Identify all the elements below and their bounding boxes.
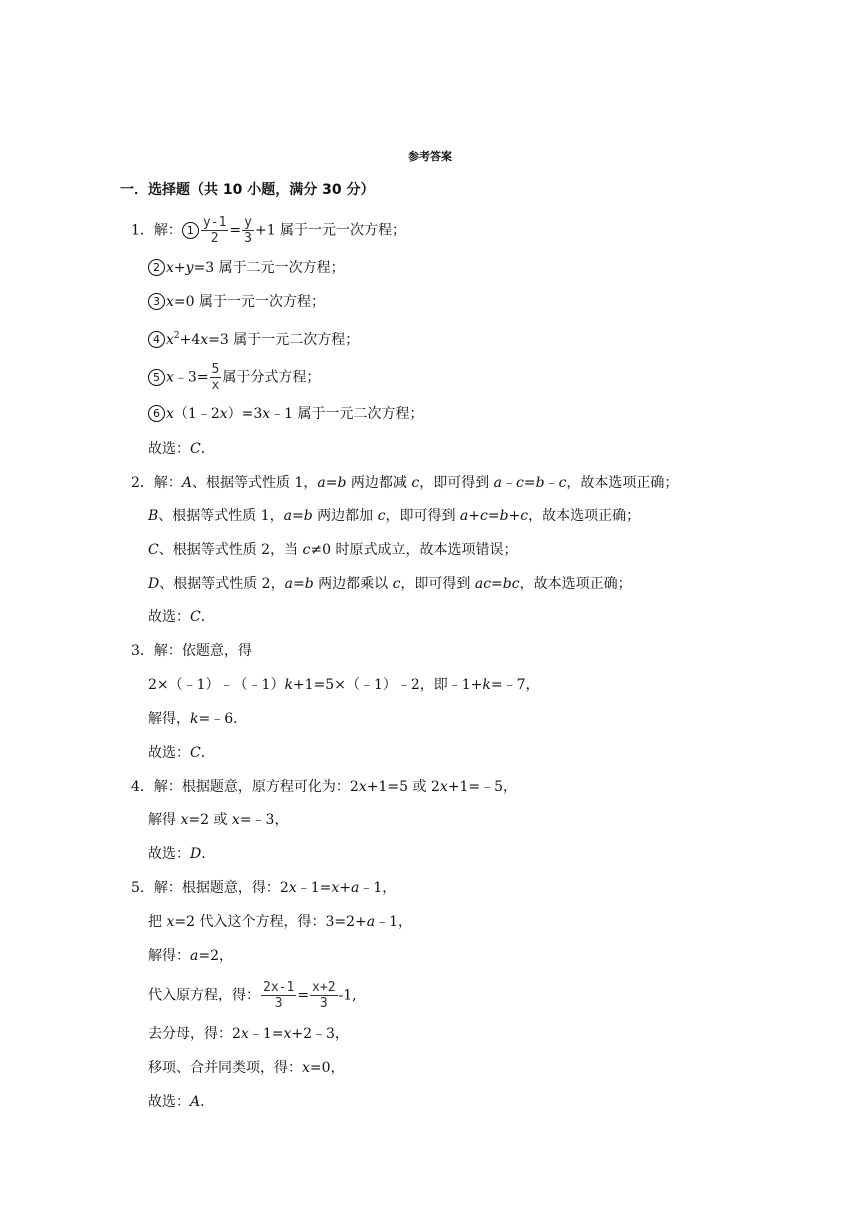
fraction: $\frac{2x-1}{3}$ — [263, 980, 295, 1011]
q3-line-3: 解得，k=﹣6． — [148, 711, 248, 727]
q5-line-4: 代入原方程，得： $\frac{2x-1}{3}$ = $\frac{x+2}{3}$ -1, — [148, 980, 357, 1011]
q5-line-6: 移项、合并同类项，得：x=0， — [148, 1060, 345, 1076]
circled-number: 5 — [148, 369, 165, 386]
circled-number: 2 — [148, 259, 165, 276]
q5-line-3: 解得：a=2， — [148, 948, 233, 964]
q1-line-3: 3 x=0 属于一元一次方程； — [148, 292, 325, 312]
q1-answer: 故选：C． — [148, 441, 215, 457]
q1-line-6: 6 x（1﹣2x）=3x﹣1 属于一元二次方程； — [148, 404, 424, 424]
q4-line-2: 解得 x=2 或 x=﹣3， — [148, 812, 289, 828]
circled-number: 1 — [182, 222, 199, 239]
q2-answer: 故选：C． — [148, 609, 215, 625]
circled-number: 3 — [148, 293, 165, 310]
circled-number: 6 — [148, 405, 165, 422]
q1-line-2: 2 x+y=3 属于二元一次方程； — [148, 258, 345, 278]
q5-line-5: 去分母，得：2x﹣1=x+2﹣3， — [148, 1026, 349, 1042]
q2-line-2: B、根据等式性质 1，a=b 两边都加 c，即可得到 a+c=b+c，故本选项正确； — [148, 508, 641, 524]
q2-line-1: 2．解：A、根据等式性质 1，a=b 两边都减 c，即可得到 a﹣c=b﹣c，故本选项正确； — [131, 475, 679, 491]
q5-line-1: 5．解：根据题意，得：2x﹣1=x+a﹣1， — [131, 880, 397, 896]
q1-line-1: 1．解： 1 $\frac{y-1}{2}$ = $\frac{y}{3}$ +1 属于一元一次方程； — [131, 215, 407, 246]
q4-answer: 故选：D． — [148, 846, 216, 862]
q3-line-1: 3．解：依题意，得 — [131, 643, 252, 659]
fraction: $\frac{y-1}{2}$ — [202, 215, 227, 246]
q1-line-4: 4 $x^2+4x=3$ 属于一元二次方程； — [148, 326, 359, 350]
q4-line-1: 4．解：根据题意，原方程可化为：2x+1=5 或 2x+1=﹣5， — [131, 779, 518, 795]
fraction: $\frac{y}{3}$ — [244, 215, 252, 246]
fraction: $\frac{x+2}{3}$ — [312, 980, 336, 1011]
q2-line-4: D、根据等式性质 2，a=b 两边都乘以 c，即可得到 ac=bc，故本选项正确； — [148, 576, 632, 592]
q5-line-2: 把 x=2 代入这个方程，得：3=2+a﹣1， — [148, 914, 413, 930]
fraction: $\frac{5}{x}$ — [211, 362, 220, 393]
q3-line-2: 2×（﹣1）﹣（﹣1）k+1=5×（﹣1）﹣2，即﹣1+k=﹣7， — [148, 677, 540, 693]
section-heading: 一．选择题（共 10 小题，满分 30 分） — [120, 182, 375, 198]
q5-answer: 故选：A． — [148, 1094, 215, 1110]
q1-line-5: 5 x﹣3= $\frac{5}{x}$ 属于分式方程； — [148, 362, 320, 393]
circled-number: 4 — [148, 331, 165, 348]
q3-answer: 故选：C． — [148, 745, 215, 761]
q2-line-3: C、根据等式性质 2，当 c≠0 时原式成立，故本选项错误； — [148, 542, 518, 558]
page-title: 参考答案 — [408, 150, 452, 163]
